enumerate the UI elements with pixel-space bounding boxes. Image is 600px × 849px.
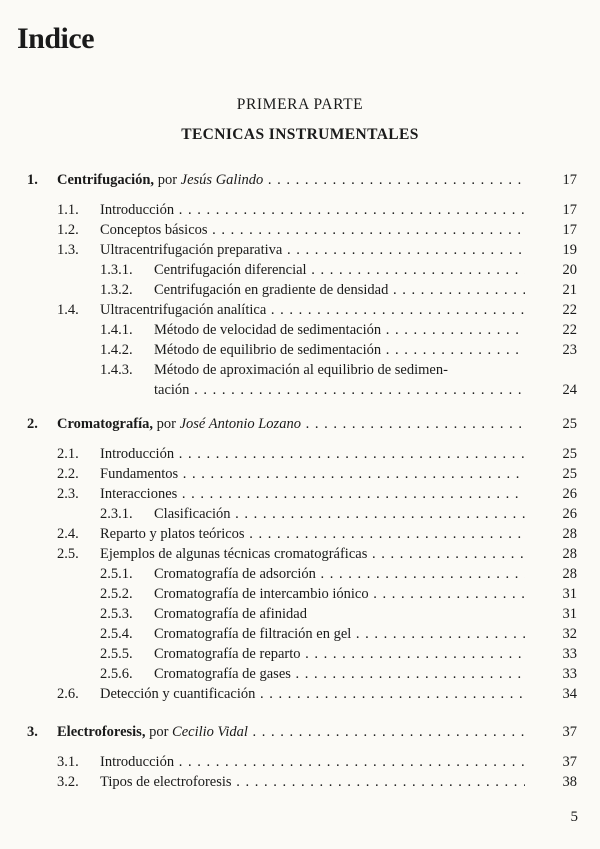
chapter-page: 37: [562, 724, 577, 740]
toc-subentry[interactable]: [0, 260, 600, 280]
toc-subentry[interactable]: [0, 584, 600, 604]
entry-number: 1.2.: [57, 222, 79, 238]
entry-page: 24: [562, 382, 577, 398]
chapter-title: Electroforesis,: [57, 724, 146, 740]
toc-entry[interactable]: [0, 464, 600, 484]
entry-title: Detección y cuantificación . . .: [100, 684, 525, 704]
chapter-title-line: [57, 170, 525, 190]
entry-number: 2.5.1.: [100, 566, 133, 582]
entry-page: 28: [562, 546, 577, 562]
entry-number: 2.5.3.: [100, 606, 133, 622]
toc-subentry[interactable]: [0, 504, 600, 524]
entry-page: 20: [562, 262, 577, 278]
entry-number: 3.2.: [57, 774, 79, 790]
entry-title-continued: tación . . .: [154, 380, 525, 400]
entry-title: Cromatografía de reparto . . .: [154, 644, 525, 664]
entry-number: 2.3.: [57, 486, 79, 502]
entry-number: 3.1.: [57, 754, 79, 770]
entry-title: Ultracentrifugación analítica . . .: [100, 300, 525, 320]
entry-number: 2.2.: [57, 466, 79, 482]
chapter-title-line: [57, 414, 525, 434]
entry-number: 2.4.: [57, 526, 79, 542]
entry-page: 25: [562, 466, 577, 482]
entry-number: 1.3.2.: [100, 282, 133, 298]
chapter-title-line: [57, 722, 525, 742]
part-title: TECNICAS INSTRUMENTALES: [181, 126, 419, 143]
entry-title: Reparto y platos teóricos . . .: [100, 524, 525, 544]
entry-title: Centrifugación diferencial . . .: [154, 260, 525, 280]
chapter-heading[interactable]: [0, 170, 600, 190]
chapter-by: por: [157, 172, 178, 188]
entry-number: 1.4.3.: [100, 362, 133, 378]
chapter-author: Jesús Galindo: [180, 172, 264, 188]
page-number: 5: [570, 809, 578, 825]
toc-entry[interactable]: [0, 684, 600, 704]
toc-entry[interactable]: [0, 220, 600, 240]
entry-title: Cromatografía de adsorción . . .: [154, 564, 525, 584]
entry-number: 1.3.: [57, 242, 79, 258]
entry-title: Introducción . . .: [100, 200, 525, 220]
entry-number: 2.5.5.: [100, 646, 133, 662]
toc-subentry[interactable]: [0, 320, 600, 340]
chapter-author: José Antonio Lozano: [179, 416, 301, 432]
entry-number: 2.5.6.: [100, 666, 133, 682]
chapter-by: por: [149, 724, 169, 740]
entry-page: 33: [562, 666, 577, 682]
entry-number: 2.1.: [57, 446, 79, 462]
entry-page: 17: [562, 222, 577, 238]
entry-page: 25: [562, 446, 577, 462]
entry-title: Introducción . . .: [100, 752, 525, 772]
chapter-author: Cecilio Vidal: [172, 724, 248, 740]
entry-title: Cromatografía de intercambio iónico . . .: [154, 584, 525, 604]
entry-page: 26: [562, 506, 577, 522]
entry-title: Tipos de electroforesis . . .: [100, 772, 525, 792]
toc-subentry-continuation[interactable]: [0, 380, 600, 400]
entry-title: Conceptos básicos . . .: [100, 220, 525, 240]
entry-page: 28: [562, 526, 577, 542]
entry-page: 22: [562, 302, 577, 318]
toc-entry[interactable]: [0, 524, 600, 544]
toc-subentry[interactable]: [0, 564, 600, 584]
entry-number: 2.5.: [57, 546, 79, 562]
toc-entry[interactable]: [0, 544, 600, 564]
entry-title: Introducción . . .: [100, 444, 525, 464]
entry-number: 1.1.: [57, 202, 79, 218]
toc-subentry[interactable]: [0, 360, 600, 380]
chapter-number: 2.: [27, 416, 38, 432]
entry-page: 38: [562, 774, 577, 790]
entry-number: 1.4.2.: [100, 342, 133, 358]
toc-entry[interactable]: [0, 200, 600, 220]
entry-title: Método de equilibrio de sedimentación . . .: [154, 340, 525, 360]
chapter-heading[interactable]: [0, 722, 600, 742]
entry-page: 31: [562, 606, 577, 622]
toc-subentry[interactable]: [0, 340, 600, 360]
chapter-heading[interactable]: [0, 414, 600, 434]
entry-title: Centrifugación en gradiente de densidad . . .: [154, 280, 525, 300]
entry-number: 1.4.1.: [100, 322, 133, 338]
entry-page: 32: [562, 626, 577, 642]
entry-title: Ultracentrifugación preparativa . . .: [100, 240, 525, 260]
chapter-by: por: [156, 416, 176, 432]
entry-title: Cromatografía de afinidad: [154, 606, 307, 622]
entry-title: Cromatografía de filtración en gel . . .: [154, 624, 525, 644]
entry-page: 17: [562, 202, 577, 218]
entry-title: Cromatografía de gases . . .: [154, 664, 525, 684]
entry-page: 26: [562, 486, 577, 502]
part-label: PRIMERA PARTE: [236, 96, 364, 113]
toc-subentry[interactable]: [0, 624, 600, 644]
entry-page: 33: [562, 646, 577, 662]
chapter-page: 25: [562, 416, 577, 432]
toc-subentry[interactable]: [0, 280, 600, 300]
entry-title: Fundamentos . . .: [100, 464, 525, 484]
entry-number: 2.5.2.: [100, 586, 133, 602]
toc-entry[interactable]: [0, 772, 600, 792]
chapter-title: Centrifugación,: [57, 172, 155, 188]
entry-page: 19: [562, 242, 577, 258]
entry-page: 23: [562, 342, 577, 358]
entry-title: Clasificación . . .: [154, 504, 525, 524]
chapter-number: 3.: [27, 724, 38, 740]
entry-title: Método de aproximación al equilibrio de sedimen-: [154, 362, 448, 378]
entry-title: Interacciones . . .: [100, 484, 525, 504]
entry-page: 34: [562, 686, 577, 702]
entry-number: 2.5.4.: [100, 626, 133, 642]
chapter-page: 17: [562, 172, 577, 188]
toc-subentry[interactable]: [0, 644, 600, 664]
toc-subentry[interactable]: [0, 664, 600, 684]
entry-page: 37: [562, 754, 577, 770]
toc-subentry[interactable]: [0, 604, 600, 624]
entry-number: 2.6.: [57, 686, 79, 702]
entry-title: Método de velocidad de sedimentación . . .: [154, 320, 525, 340]
toc-entry[interactable]: [0, 240, 600, 260]
entry-title: Ejemplos de algunas técnicas cromatográficas . . .: [100, 544, 525, 564]
toc-entry[interactable]: [0, 752, 600, 772]
entry-number: 1.3.1.: [100, 262, 133, 278]
entry-page: 21: [562, 282, 577, 298]
toc-entry[interactable]: [0, 444, 600, 464]
entry-page: 31: [562, 586, 577, 602]
toc-entry[interactable]: [0, 300, 600, 320]
entry-number: 2.3.1.: [100, 506, 133, 522]
chapter-number: 1.: [27, 172, 38, 188]
toc-entry[interactable]: [0, 484, 600, 504]
entry-page: 28: [562, 566, 577, 582]
page-title: Indice: [17, 22, 95, 55]
entry-page: 22: [562, 322, 577, 338]
chapter-title: Cromatografía,: [57, 416, 153, 432]
entry-number: 1.4.: [57, 302, 79, 318]
